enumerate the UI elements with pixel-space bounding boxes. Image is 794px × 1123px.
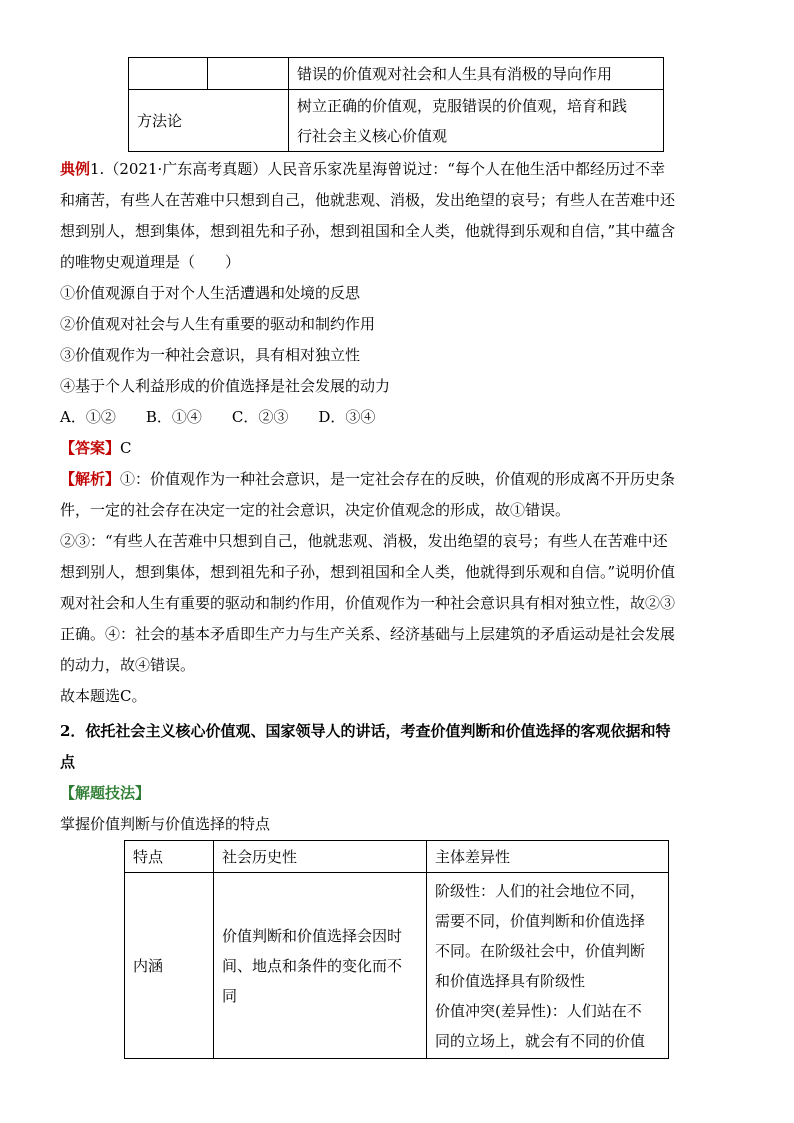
example-label: 典例 — [60, 160, 91, 178]
text-line: 需要不同，价值判断和价值选择 — [435, 911, 646, 930]
text-line: 和价值选择具有阶级性 — [435, 971, 586, 990]
section-heading: 点 — [60, 753, 76, 771]
analysis-line: 【解析】①：价值观作为一种社会意识，是一定社会存在的反映，价值观的形成离不开历史条 — [60, 470, 676, 488]
example-intro-line: 和痛苦，有些人在苦难中只想到自己，他就悲观、消极，发出绝望的哀号；有些人在苦难中还 — [60, 191, 676, 209]
analysis-line: ②③：“有些人在苦难中只想到自己，他就悲观、消极，发出绝望的哀号；有些人在苦难中还 — [60, 532, 668, 550]
option-line: ④基于个人利益形成的价值选择是社会发展的动力 — [60, 377, 391, 395]
analysis-line: 正确。④：社会的基本矛盾即生产力与生产关系、经济基础与上层建筑的矛盾运动是社会发展 — [60, 625, 676, 643]
analysis-line: 的动力，故④错误。 — [60, 656, 196, 674]
table-cell: 错误的价值观对社会和人生具有消极的导向作用 — [289, 58, 664, 90]
analysis-line: 想到别人，想到集体，想到祖先和子孙，想到祖国和全人类，他就得到乐观和自信。”说明价值 — [60, 563, 676, 581]
example-intro-line: 想到别人，想到集体，想到祖先和子孙，想到祖国和全人类，他就得到乐观和自信，”其中蕴含 — [60, 222, 676, 240]
analysis-label: 【解析】 — [60, 470, 121, 488]
option-line: ②价值观对社会与人生有重要的驱动和制约作用 — [60, 315, 376, 333]
text-line: 间、地点和条件的变化而不 — [222, 956, 403, 975]
conclusion-line: 故本题选C。 — [60, 687, 147, 705]
answer-line — [60, 433, 740, 464]
example-block — [60, 154, 740, 840]
methodology-content — [289, 90, 664, 152]
table-header-row — [125, 841, 669, 873]
text-line: 同的立场上，就会有不同的价值 — [435, 1031, 646, 1050]
text-line: 价值冲突(差异性)：人们站在不 — [435, 1001, 642, 1020]
row-label: 内涵 — [125, 873, 214, 1059]
tips-label: 【解题技法】 — [60, 784, 151, 802]
table-header: 特点 — [125, 841, 214, 873]
table-cell — [214, 873, 427, 1059]
example-intro-line: 典例1.（2021·广东高考真题）人民音乐家冼星海曾说过：“每个人在他生活中都经历过不幸 — [60, 160, 665, 178]
text-line: 同 — [222, 986, 238, 1005]
answer-label: 【答案】 — [60, 439, 121, 457]
text-line: 行社会主义核心价值观 — [297, 126, 448, 145]
section-subtitle: 掌握价值判断与价值选择的特点 — [60, 815, 271, 833]
value-table-top — [128, 57, 664, 152]
example-intro-line: 的唯物史观道理是（ ） — [60, 253, 241, 271]
option-line: ①价值观源自于对个人生活遭遇和处境的反思 — [60, 284, 361, 302]
table-row — [125, 873, 669, 1059]
table-cell — [427, 873, 669, 1059]
table-header: 社会历史性 — [214, 841, 427, 873]
text-line: 价值判断和价值选择会因时 — [222, 926, 403, 945]
choices-line: A．①② B．①④ C．②③ D．③④ — [60, 408, 376, 426]
table-cell — [208, 58, 289, 90]
methodology-label: 方法论 — [129, 90, 289, 152]
table-header: 主体差异性 — [427, 841, 669, 873]
text-line: 树立正确的价值观，克服错误的价值观，培育和践 — [297, 96, 628, 115]
table-cell — [129, 58, 208, 90]
table-row — [129, 90, 664, 152]
characteristics-table — [124, 840, 669, 1059]
analysis-line: 观对社会和人生有重要的驱动和制约作用，价值观作为一种社会意识具有相对独立性，故②③ — [60, 594, 676, 612]
analysis-line: 件，一定的社会存在决定一定的社会意识，决定价值观念的形成，故①错误。 — [60, 501, 571, 519]
section-heading: 2．依托社会主义核心价值观、国家领导人的讲话，考查价值判断和价值选择的客观依据和特 — [60, 722, 671, 740]
option-line: ③价值观作为一种社会意识，具有相对独立性 — [60, 346, 361, 364]
text-line: 不同。在阶级社会中，价值判断 — [435, 941, 646, 960]
answer-value: C — [120, 439, 132, 457]
table-row — [129, 58, 664, 90]
text-line: 阶级性：人们的社会地位不同， — [435, 881, 646, 900]
